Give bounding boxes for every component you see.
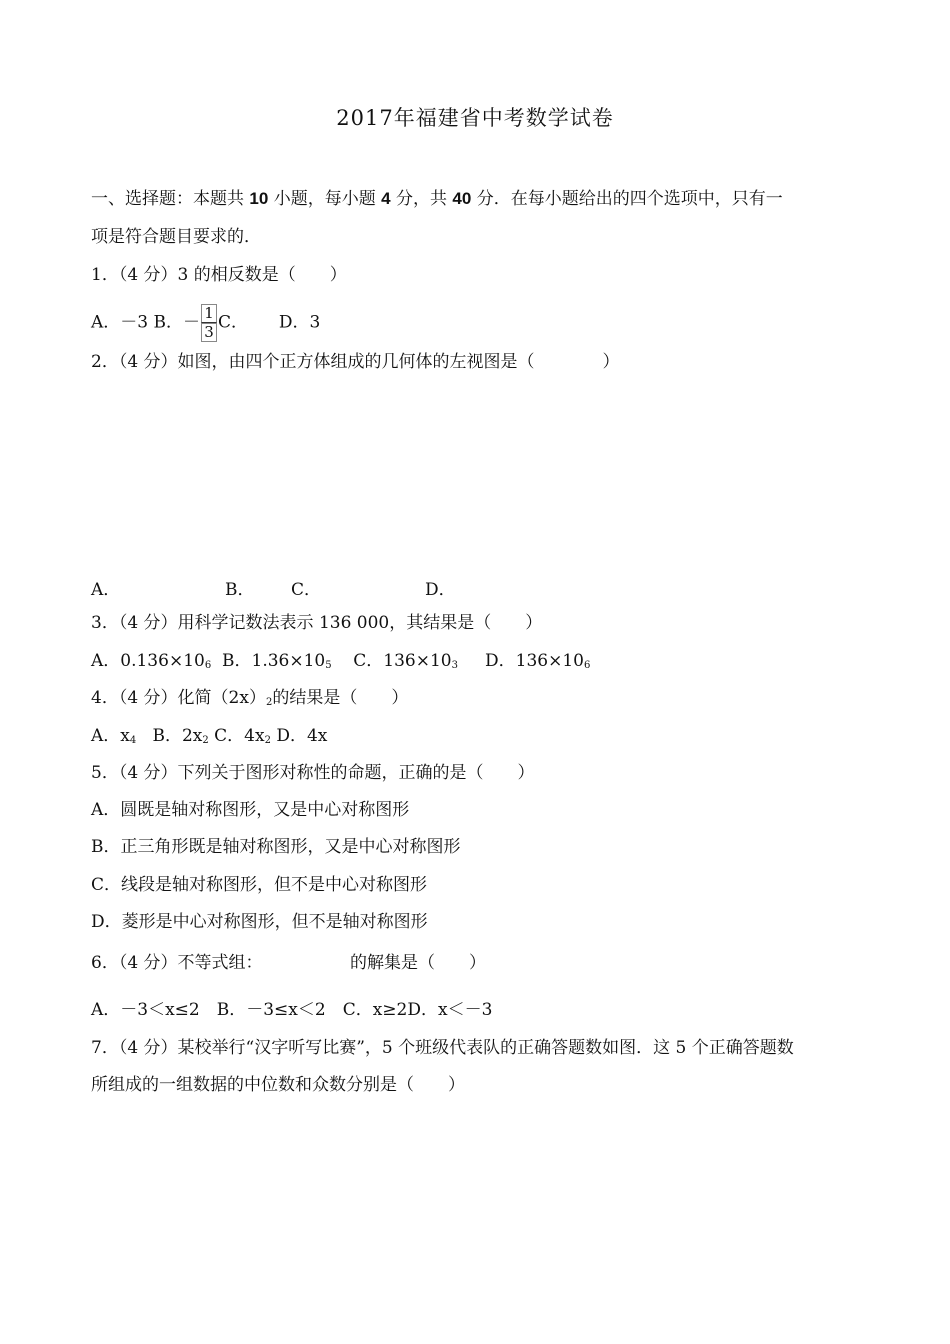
q2-option-c: C． [291, 580, 322, 600]
q2-option-a: A． [91, 580, 121, 600]
fraction-denominator: 3 [201, 323, 217, 342]
intro-text: 分．在每小题给出的四个选项中，只有一 [471, 189, 783, 209]
exponent: 2 [265, 697, 273, 708]
q6-stem-part1: 6．（4 分）不等式组： [91, 953, 263, 973]
q4-option-a: A．x [91, 726, 130, 746]
q1-options [91, 304, 320, 342]
page-title: 2017年福建省中考数学试卷 [336, 106, 614, 130]
q4-option-b: B．2x [152, 726, 203, 746]
q4-option-c: C．4x [214, 726, 265, 746]
q3-options [91, 650, 590, 677]
intro-text: 小题，每小题 [268, 189, 382, 209]
section-intro-line1 [91, 188, 783, 210]
fraction-one-third [201, 304, 217, 342]
q6-options: A．－3＜x≤2 B．－3≤x＜2 C．x≥2D．x＜－3 [91, 1000, 493, 1020]
q1-options-text: A．－3 B．－ [91, 312, 200, 333]
exponent: 4 [129, 735, 137, 746]
q5-option-c: C．线段是轴对称图形，但不是中心对称图形 [91, 875, 428, 895]
fraction-numerator: 1 [201, 304, 217, 323]
section-intro-line2: 项是符合题目要求的． [91, 227, 261, 247]
q1-stem: 1．（4 分）3 的相反数是（ ） [91, 265, 347, 285]
q1-options-rest: C． D．3 [218, 312, 321, 333]
intro-points: 4 [381, 189, 391, 208]
q4-options [91, 725, 327, 752]
q4-stem [91, 687, 408, 714]
exponent: 6 [204, 660, 212, 671]
q5-option-b: B．正三角形既是轴对称图形，又是中心对称图形 [91, 837, 461, 857]
intro-count: 10 [249, 189, 269, 208]
q6-stem-part2: 的解集是（ ） [350, 953, 486, 973]
q3-option-c: C．136×10 [353, 651, 452, 671]
intro-text: 分，共 [390, 189, 453, 209]
q3-stem: 3．（4 分）用科学记数法表示 136 000，其结果是（ ） [91, 613, 543, 633]
intro-text: 一、选择题：本题共 [91, 189, 250, 209]
exponent: 3 [451, 660, 458, 671]
exponent: 6 [583, 660, 591, 671]
q3-option-d: D．136×10 [485, 651, 584, 671]
exponent: 2 [264, 735, 271, 746]
q5-option-d: D．菱形是中心对称图形，但不是轴对称图形 [91, 912, 428, 932]
q7-stem-line1: 7．（4 分）某校举行“汉字听写比赛”，5 个班级代表队的正确答题数如图．这 5 个正确答题数 [91, 1038, 794, 1058]
exponent: 5 [325, 660, 332, 671]
q4-stem-text: 的结果是（ ） [272, 688, 409, 708]
q7-stem-line2: 所组成的一组数据的中位数和众数分别是（ ） [91, 1075, 465, 1095]
q4-option-d: D．4x [276, 726, 328, 746]
intro-total: 40 [452, 189, 472, 208]
q5-stem: 5．（4 分）下列关于图形对称性的命题，正确的是（ ） [91, 763, 535, 783]
q2-option-b: B． [225, 580, 255, 600]
q2-stem: 2．（4 分）如图，由四个正方体组成的几何体的左视图是（ ） [91, 352, 620, 372]
q4-stem-text: 4．（4 分）化简（2x） [91, 688, 266, 708]
q3-option-a: A．0.136×10 [91, 651, 205, 671]
q3-option-b: B．1.36×10 [222, 651, 326, 671]
exponent: 2 [202, 735, 209, 746]
q2-option-d: D． [425, 580, 456, 600]
q5-option-a: A．圆既是轴对称图形，又是中心对称图形 [91, 800, 410, 820]
